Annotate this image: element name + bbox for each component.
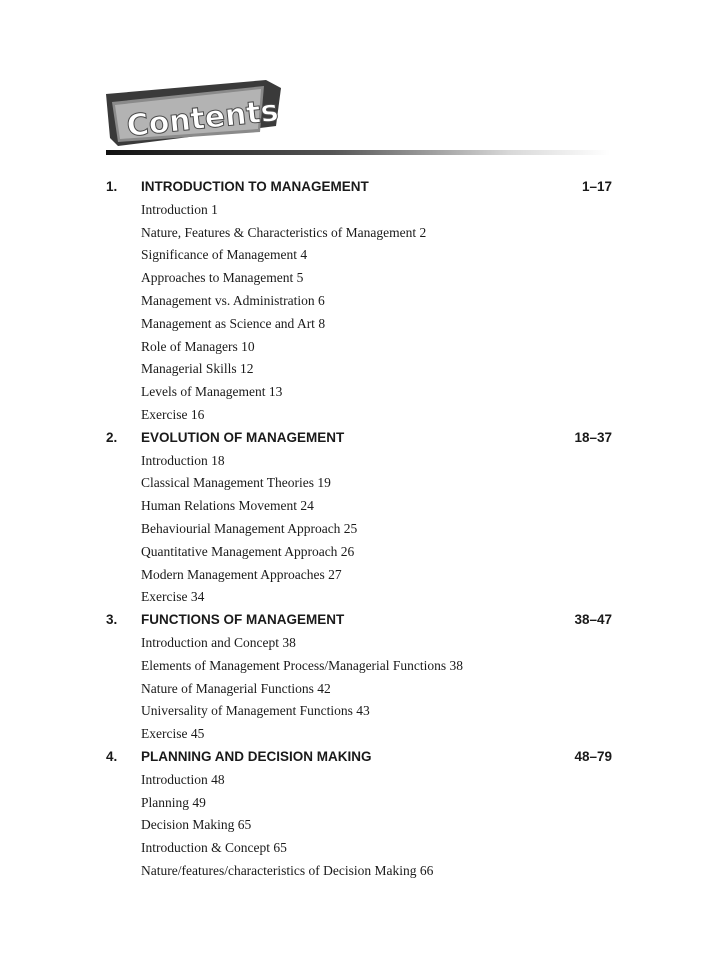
toc-entry[interactable]: Introduction and Concept 38: [141, 634, 296, 650]
chapter-title: PLANNING AND DECISION MAKING: [141, 748, 372, 764]
toc-entry[interactable]: Elements of Management Process/Managerial Functions 38: [141, 657, 464, 673]
toc-entry[interactable]: Introduction & Concept 65: [141, 840, 287, 856]
toc-entry[interactable]: Quantitative Management Approach 26: [141, 543, 355, 559]
contents-banner-graphic: [106, 80, 281, 146]
chapter-heading[interactable]: [106, 746, 612, 769]
toc-entry[interactable]: Management vs. Administration 6: [141, 292, 325, 308]
toc-entry[interactable]: Nature, Features & Characteristics of Management 2: [141, 224, 427, 240]
toc-entry[interactable]: Nature/features/characteristics of Decision Making 66: [141, 862, 434, 878]
chapter-title: FUNCTIONS OF MANAGEMENT: [141, 612, 345, 628]
toc-entry[interactable]: Human Relations Movement 24: [141, 498, 314, 514]
heading-rule: [106, 150, 610, 155]
toc-entry[interactable]: Significance of Management 4: [141, 247, 308, 263]
toc-entry[interactable]: Exercise 45: [141, 726, 205, 742]
toc-entry[interactable]: Planning 49: [141, 794, 206, 810]
toc-entry[interactable]: Approaches to Management 5: [141, 270, 304, 286]
contents-heading: Contents: [125, 93, 281, 145]
toc-entry[interactable]: Classical Management Theories 19: [141, 475, 331, 491]
toc-entry[interactable]: Introduction 1: [141, 201, 218, 217]
chapter-heading[interactable]: [106, 609, 612, 632]
chapter-heading[interactable]: [106, 176, 612, 199]
toc-entry[interactable]: Decision Making 65: [141, 817, 252, 833]
chapter-number: 1.: [106, 179, 118, 194]
toc-entry[interactable]: Role of Managers 10: [141, 338, 255, 354]
toc-entry[interactable]: Introduction 18: [141, 452, 225, 468]
contents-banner: [106, 80, 281, 146]
toc-entry[interactable]: Managerial Skills 12: [141, 361, 254, 377]
chapter-title: INTRODUCTION TO MANAGEMENT: [141, 179, 369, 194]
chapter-page-range: 48–79: [574, 748, 612, 764]
toc-entry[interactable]: Levels of Management 13: [141, 384, 283, 400]
chapter-title: EVOLUTION OF MANAGEMENT: [141, 429, 345, 445]
toc-entry[interactable]: Behaviourial Management Approach 25: [141, 520, 358, 536]
toc-entry[interactable]: Modern Management Approaches 27: [141, 566, 342, 582]
chapter-number: 2.: [106, 429, 118, 445]
toc-entry[interactable]: Introduction 48: [141, 771, 225, 787]
chapter-page-range: 38–47: [574, 612, 612, 628]
toc-entry[interactable]: Management as Science and Art 8: [141, 315, 326, 331]
toc-entry[interactable]: Universality of Management Functions 43: [141, 703, 370, 719]
chapter-page-range: 18–37: [574, 429, 612, 445]
chapter-page-range: 1–17: [581, 179, 612, 194]
toc-entry[interactable]: Exercise 16: [141, 406, 205, 422]
toc-entry[interactable]: Nature of Managerial Functions 42: [141, 680, 331, 696]
chapter-number: 3.: [106, 612, 118, 628]
chapter-heading[interactable]: [106, 427, 612, 450]
toc-entry[interactable]: Exercise 34: [141, 589, 205, 605]
table-of-contents: [106, 176, 612, 883]
chapter-number: 4.: [106, 748, 118, 764]
